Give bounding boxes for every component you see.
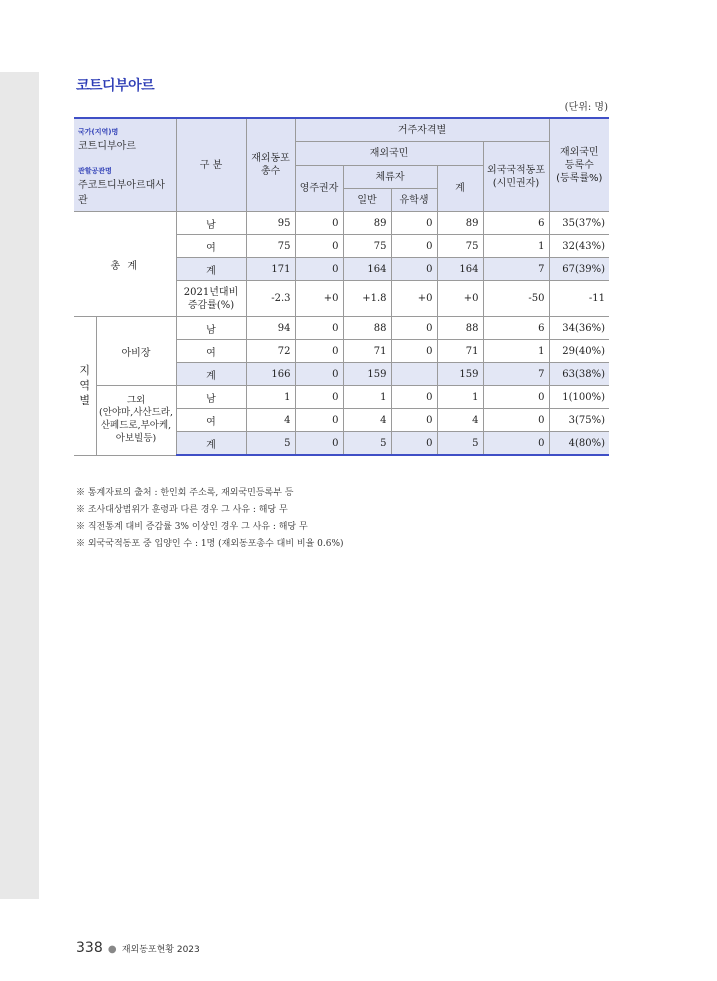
table-row [74,212,609,235]
cell-student: 0 [391,212,437,235]
cell-registered: -11 [549,281,609,317]
cell-registered: 63(38%) [549,363,609,386]
cell-student: 0 [391,317,437,340]
row-label: 남 [176,317,246,340]
cell-total: 4 [246,409,295,432]
cell-permanent: 0 [295,409,343,432]
cell-permanent: 0 [295,212,343,235]
side-margin-bar [0,72,39,899]
country-name: 코트디부아르 [78,141,136,152]
cell-total: 1 [246,386,295,409]
cell-registered: 4(80%) [549,432,609,456]
sojourn-header: 체류자 [343,166,437,189]
foreign-header: 외국국적동포 (시민권자) [483,142,549,212]
registered-header: 재외국민 등록수 (등록률%) [549,118,609,212]
cell-subtotal: +0 [437,281,483,317]
cell-general: 71 [343,340,391,363]
cell-subtotal: 89 [437,212,483,235]
page-title: 코트디부아르 [76,78,155,94]
cell-subtotal: 5 [437,432,483,456]
cell-foreign: 6 [483,317,549,340]
bullet-icon: ● [104,944,120,955]
student-header: 유학생 [391,189,437,212]
cell-permanent: 0 [295,363,343,386]
cell-student [391,363,437,386]
footnote: ※ 조사대상범위가 훈령과 다른 경우 그 사유 : 해당 무 [76,505,288,515]
cell-registered: 32(43%) [549,235,609,258]
cell-registered: 67(39%) [549,258,609,281]
cell-total: 166 [246,363,295,386]
row-label: 2021년대비 증감률(%) [176,281,246,317]
cell-permanent: 0 [295,432,343,456]
cell-registered: 29(40%) [549,340,609,363]
cell-student: 0 [391,258,437,281]
region-section-label: 지 역 별 [74,317,96,456]
statistics-table [74,117,609,456]
cell-student: 0 [391,386,437,409]
cell-total: 75 [246,235,295,258]
row-label: 계 [176,258,246,281]
cell-foreign: 6 [483,212,549,235]
cell-student: +0 [391,281,437,317]
footnote: ※ 통계자료의 출처 : 한인회 주소록, 재외국민등록부 등 [76,488,294,498]
table-row [74,386,609,409]
cell-subtotal: 159 [437,363,483,386]
cell-general: 1 [343,386,391,409]
cell-subtotal: 75 [437,235,483,258]
total-header: 재외동포 총수 [246,118,295,212]
cell-registered: 34(36%) [549,317,609,340]
cell-foreign: 0 [483,432,549,456]
cell-permanent: 0 [295,235,343,258]
footnote: ※ 외국국적동포 중 입양인 수 : 1명 (재외동포총수 대비 비율 0.6%) [76,539,344,549]
office-small-label: 관할공관명 [78,167,112,175]
total-section-label: 총 계 [74,212,176,317]
row-label: 남 [176,386,246,409]
cell-foreign: 0 [483,409,549,432]
cell-student: 0 [391,432,437,456]
cell-total: 95 [246,212,295,235]
subtotal-header: 계 [437,166,483,212]
residence-header: 거주자격별 [295,118,549,142]
cell-foreign: 0 [483,386,549,409]
cell-subtotal: 164 [437,258,483,281]
others-label: 그외 (안야마,사산드라, 산페드로,부아케, 아보빌등) [96,386,176,456]
general-header: 일반 [343,189,391,212]
footnotes [76,485,344,553]
cell-subtotal: 4 [437,409,483,432]
cell-student: 0 [391,409,437,432]
row-label: 여 [176,235,246,258]
cell-permanent: 0 [295,317,343,340]
cell-permanent: 0 [295,386,343,409]
cell-general: 89 [343,212,391,235]
permanent-header: 영주권자 [295,166,343,212]
cell-total: 94 [246,317,295,340]
cell-foreign: 7 [483,258,549,281]
cell-permanent: 0 [295,340,343,363]
cell-general: 164 [343,258,391,281]
country-small-label: 국가(지역)명 [78,128,119,136]
cell-general: 4 [343,409,391,432]
cell-subtotal: 88 [437,317,483,340]
cell-total: -2.3 [246,281,295,317]
page-footer [76,940,200,956]
cell-general: 75 [343,235,391,258]
cell-general: +1.8 [343,281,391,317]
cell-subtotal: 1 [437,386,483,409]
unit-label: (단위: 명) [564,102,608,113]
cell-subtotal: 71 [437,340,483,363]
cell-foreign: -50 [483,281,549,317]
cell-registered: 3(75%) [549,409,609,432]
row-label: 여 [176,409,246,432]
row-label: 계 [176,363,246,386]
row-label: 남 [176,212,246,235]
cell-permanent: 0 [295,258,343,281]
row-label: 여 [176,340,246,363]
cell-registered: 35(37%) [549,212,609,235]
table-row [74,317,609,340]
row-label: 계 [176,432,246,456]
cell-foreign: 1 [483,235,549,258]
cell-student: 0 [391,340,437,363]
nationals-header: 재외국민 [295,142,483,166]
cell-registered: 1(100%) [549,386,609,409]
footer-text: 재외동포현황 2023 [121,945,200,955]
cell-general: 5 [343,432,391,456]
cell-foreign: 7 [483,363,549,386]
cell-general: 159 [343,363,391,386]
cell-total: 5 [246,432,295,456]
cell-student: 0 [391,235,437,258]
cell-foreign: 1 [483,340,549,363]
cell-total: 72 [246,340,295,363]
office-name: 주코트디부아르대사관 [78,180,165,206]
cell-general: 88 [343,317,391,340]
gubun-header: 구 분 [176,118,246,212]
country-header-cell [74,118,176,212]
abidjan-label: 아비장 [96,317,176,386]
cell-total: 171 [246,258,295,281]
cell-permanent: +0 [295,281,343,317]
page-number: 338 [76,940,103,956]
footnote: ※ 직전통계 대비 증감률 3% 이상인 경우 그 사유 : 해당 무 [76,522,308,532]
